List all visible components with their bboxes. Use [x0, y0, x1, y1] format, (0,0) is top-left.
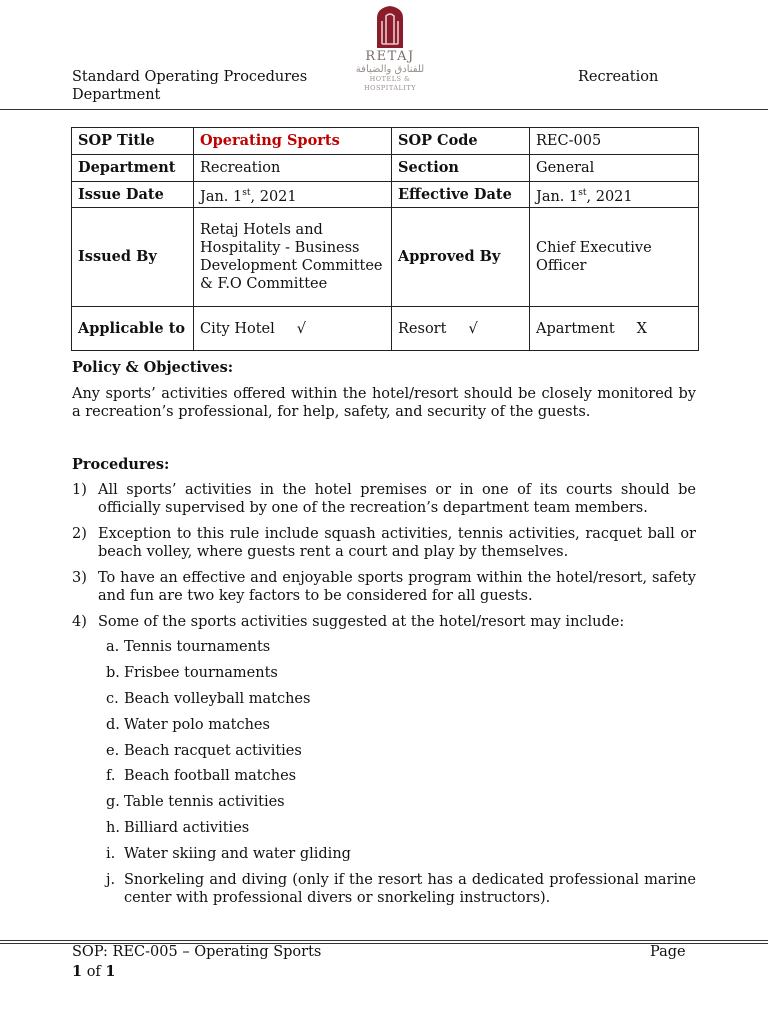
policy-title: Policy & Objectives: — [72, 359, 234, 376]
list-item-letter: c. — [106, 690, 119, 707]
issue-date-year: , 2021 — [250, 188, 297, 205]
approved-by-value: Chief Executive Officer — [530, 208, 699, 307]
activities-list — [106, 638, 696, 915]
footer-left — [72, 943, 321, 982]
list-item-text: Exception to this rule include squash activities, tennis activities, racquet ball or beach volley, where guests rent a court and play by themselves. — [98, 526, 696, 560]
list-item-text: Tennis tournaments — [124, 639, 271, 655]
section-value: General — [530, 155, 699, 182]
list-item-letter: e. — [106, 742, 120, 759]
list-item-number: 2) — [72, 526, 87, 542]
applicable-city-hotel — [194, 307, 392, 351]
list-item-text: Some of the sports activities suggested at the hotel/resort may include: — [98, 614, 625, 630]
department-label: Department — [72, 155, 194, 182]
list-item — [106, 845, 696, 863]
effective-date-value — [530, 182, 699, 208]
sop-code-value: REC-005 — [530, 128, 699, 155]
list-item — [106, 742, 696, 760]
issued-by-value: Retaj Hotels and Hospitality - Business Development Committee & F.O Committee — [194, 208, 392, 307]
table-row — [72, 128, 699, 155]
table-row — [72, 182, 699, 208]
resort-label: Resort — [398, 320, 447, 337]
list-item — [106, 767, 696, 785]
list-item-text: Snorkeling and diving (only if the resort has a dedicated professional marine center with professional divers or snorkeling instructors). — [124, 872, 696, 907]
department-value: Recreation — [194, 155, 392, 182]
city-hotel-check: √ — [296, 320, 307, 337]
list-item-number: 4) — [72, 614, 87, 630]
list-item — [72, 613, 696, 631]
list-item-letter: i. — [106, 846, 116, 863]
issued-by-label: Issued By — [72, 208, 194, 307]
footer-sop-ref: SOP: REC-005 – Operating Sports — [72, 944, 322, 960]
table-row — [72, 208, 699, 307]
applicable-resort — [392, 307, 530, 351]
procedures-title: Procedures: — [72, 456, 170, 473]
header-department: Recreation — [578, 69, 659, 85]
table-row — [72, 155, 699, 182]
apartment-mark: X — [636, 320, 647, 337]
list-item-text: Beach volleyball matches — [124, 690, 311, 707]
list-item-letter: d. — [106, 716, 120, 733]
sop-title-label: SOP Title — [72, 128, 194, 155]
sop-title-value: Operating Sports — [194, 128, 392, 155]
sop-code-label: SOP Code — [392, 128, 530, 155]
header-subtitle: Department — [72, 87, 161, 103]
list-item-letter: a. — [106, 639, 120, 655]
effective-date-label: Effective Date — [392, 182, 530, 208]
list-item-number: 3) — [72, 570, 87, 586]
effective-date-main: Jan. 1 — [536, 188, 579, 205]
page-current: 1 — [72, 963, 83, 980]
list-item — [106, 793, 696, 811]
list-item — [72, 569, 696, 605]
retaj-emblem-icon — [373, 4, 407, 50]
effective-date-sup: st — [578, 187, 587, 198]
list-item-text: Billiard activities — [124, 820, 250, 837]
list-item — [72, 481, 696, 517]
footer-page-label: Page — [650, 944, 686, 960]
resort-check: √ — [468, 320, 478, 337]
issue-date-label: Issue Date — [72, 182, 194, 208]
list-item — [106, 819, 696, 837]
effective-date-year: , 2021 — [586, 188, 633, 205]
logo-brand: RETAJ — [365, 49, 415, 64]
sop-info-table — [71, 127, 699, 351]
applicable-to-label: Applicable to — [72, 307, 194, 351]
list-item-letter: j. — [106, 872, 116, 889]
applicable-apartment — [530, 307, 699, 351]
list-item-text: To have an effective and enjoyable sports program within the hotel/resort, safety and fun are two key factors to be considered for all guests. — [98, 570, 696, 604]
list-item — [106, 638, 696, 656]
header-divider — [0, 109, 768, 110]
list-item-text: Frisbee tournaments — [124, 664, 278, 681]
issue-date-main: Jan. 1 — [200, 188, 243, 205]
list-item-letter: b. — [106, 664, 120, 681]
list-item-text: All sports’ activities in the hotel premises or in one of its courts should be officially supervised by one of the recreation’s department team members. — [98, 482, 696, 516]
apartment-label: Apartment — [536, 320, 615, 337]
issue-date-value — [194, 182, 392, 208]
list-item — [106, 664, 696, 682]
list-item-text: Beach football matches — [124, 768, 297, 785]
footer-divider — [0, 940, 768, 941]
issue-date-sup: st — [242, 187, 251, 198]
city-hotel-label: City Hotel — [200, 320, 275, 337]
list-item-number: 1) — [72, 482, 87, 498]
list-item — [106, 716, 696, 734]
page-total: 1 — [105, 963, 116, 980]
page-of: of — [86, 964, 101, 980]
list-item-text: Beach racquet activities — [124, 742, 302, 759]
list-item — [106, 690, 696, 708]
list-item-text: Water polo matches — [124, 716, 270, 733]
list-item — [72, 525, 696, 561]
procedures-list — [72, 481, 696, 639]
list-item — [106, 871, 696, 907]
policy-text: Any sports’ activities offered within the hotel/resort should be closely monitored by a recreation’s professional, for help, safety, and security of the guests. — [72, 386, 696, 420]
footer-page-count — [72, 962, 321, 982]
logo-arabic: للفنادق والضيافة — [355, 64, 425, 75]
list-item-text: Table tennis activities — [124, 794, 285, 811]
logo-tagline: HOTELS & HOSPITALITY — [363, 75, 417, 92]
approved-by-label: Approved By — [392, 208, 530, 307]
header-left — [72, 68, 372, 104]
list-item-text: Water skiing and water gliding — [124, 846, 351, 863]
list-item-letter: g. — [106, 794, 120, 811]
list-item-letter: h. — [106, 820, 120, 837]
section-label: Section — [392, 155, 530, 182]
list-item-letter: f. — [106, 768, 116, 785]
table-row — [72, 307, 699, 351]
header-title: Standard Operating Procedures — [72, 69, 308, 85]
